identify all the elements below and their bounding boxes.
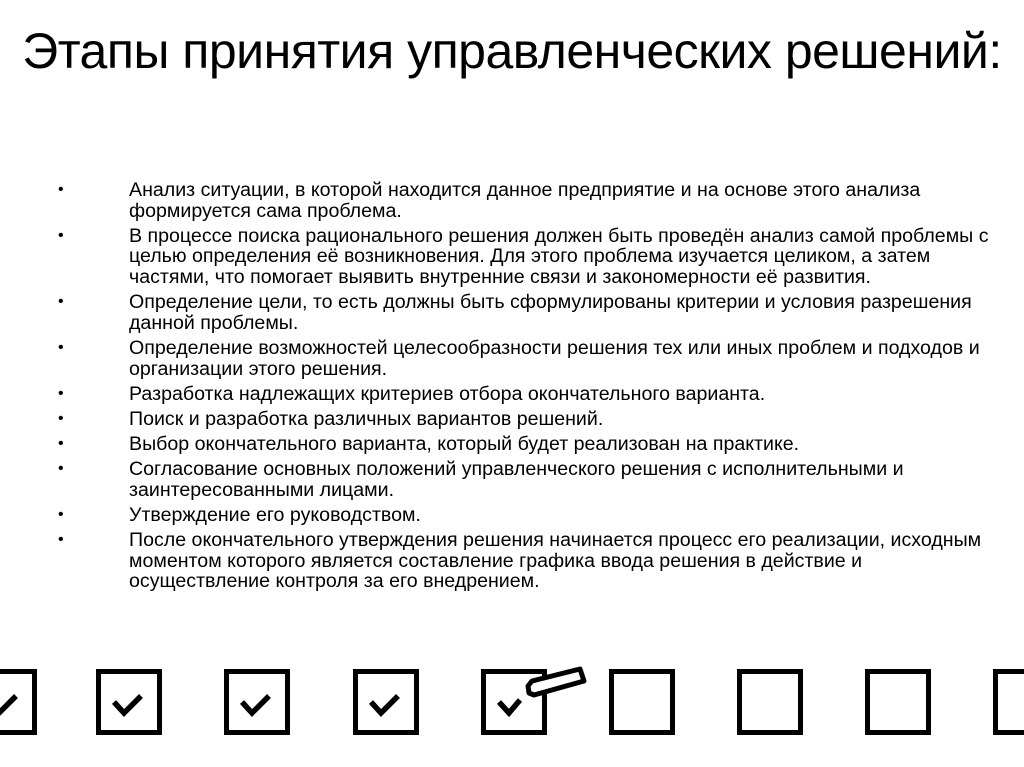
list-item-text: Поиск и разработка различных вариантов решений. bbox=[129, 407, 604, 430]
list-item bbox=[58, 505, 998, 526]
checkbox-empty-icon bbox=[993, 669, 1024, 735]
list-item-text: Согласование основных положений управленческого решения с исполнительными и заинтересованными лицами. bbox=[129, 458, 904, 501]
list-item-text: Определение цели, то есть должны быть сформулированы критерии и условия разрешения данной проблемы. bbox=[129, 291, 972, 334]
bullet-icon: • bbox=[58, 293, 64, 311]
checkbox-empty-icon bbox=[865, 669, 931, 735]
pencil-icon bbox=[520, 669, 590, 714]
list-item-text: Определение возможностей целесообразности решения тех или иных проблем и подходов и организации этого решения. bbox=[129, 336, 980, 380]
list-item bbox=[58, 292, 998, 333]
bullet-icon: • bbox=[58, 506, 64, 524]
list-item-text: Утверждение его руководством. bbox=[129, 504, 421, 527]
bullet-icon: • bbox=[58, 531, 64, 549]
checkbox-empty-icon bbox=[737, 669, 803, 735]
bullet-icon: • bbox=[58, 384, 64, 402]
list-item bbox=[58, 384, 998, 405]
bullet-icon: • bbox=[58, 181, 64, 198]
bullet-icon: • bbox=[58, 435, 64, 453]
list-item bbox=[58, 459, 998, 500]
list-item-text: Разработка надлежащих критериев отбора окончательного варианта. bbox=[129, 382, 766, 405]
list-item-text: Анализ ситуации, в которой находится данное предприятие и на основе этого анализа формируется сама проблема. bbox=[129, 179, 921, 222]
list-item bbox=[58, 338, 998, 379]
list-item bbox=[58, 434, 998, 455]
bullet-icon: • bbox=[58, 409, 64, 427]
bullet-icon: • bbox=[58, 460, 64, 478]
checkbox-checked-icon bbox=[0, 669, 37, 735]
list-item-text: Выбор окончательного варианта, который будет реализован на практике. bbox=[129, 433, 800, 456]
list-item-text: После окончательного утверждения решения начинается процесс его реализации, исходным моментом которого является составление графика ввода решения в действие и осуществление контроля за его внедрением. bbox=[129, 529, 982, 593]
list-item bbox=[58, 530, 998, 592]
checkbox-checked-icon bbox=[96, 669, 162, 735]
list-item bbox=[58, 226, 998, 288]
checkbox-strip bbox=[0, 669, 1024, 739]
checkbox-checked-icon bbox=[353, 669, 419, 735]
list-item bbox=[58, 409, 998, 430]
bullet-icon: • bbox=[58, 226, 64, 244]
checkbox-empty-icon bbox=[609, 669, 675, 735]
stages-list bbox=[58, 180, 998, 597]
checkbox-checked-icon bbox=[224, 669, 290, 735]
slide-title: Этапы принятия управленческих решений: bbox=[22, 23, 1002, 79]
list-item-text: В процессе поиска рационального решения должен быть проведён анализ самой проблемы с целью определения её возникновения. Для этого проблема изучается целиком, а затем частями, что помогает выявить внутренние связи и закономерности её развития. bbox=[129, 224, 989, 288]
list-item bbox=[58, 180, 998, 221]
bullet-icon: • bbox=[58, 338, 64, 356]
